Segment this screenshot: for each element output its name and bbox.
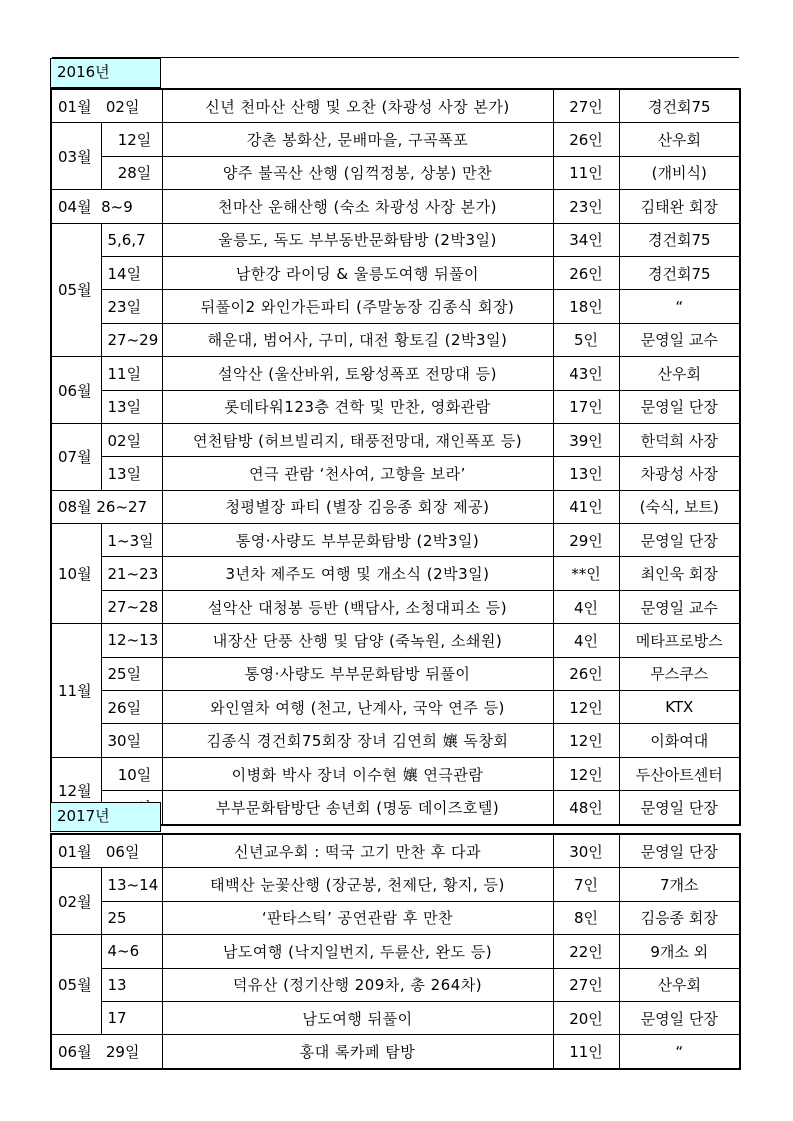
activity-cell: 양주 불곡산 산행 (임꺽정봉, 상봉) 만찬 (162, 156, 553, 189)
activity-cell: 덕유산 (정기산행 209차, 총 264차) (162, 968, 553, 1001)
count-cell: 23인 (553, 190, 619, 223)
host-cell: 7개소 (619, 868, 740, 901)
activity-cell: 통영·사량도 부부문화탐방 뒤풀이 (162, 657, 553, 690)
month-day-cell: 04월 8~9 (51, 190, 162, 223)
month-day-cell: 01월 06일 (51, 834, 162, 868)
schedule-table-2016 (50, 88, 741, 826)
activity-cell: 천마산 운해산행 (숙소 차광성 사장 본가) (162, 190, 553, 223)
count-cell: 8인 (553, 901, 619, 934)
activity-cell: 남한강 라이딩 & 울릉도여행 뒤풀이 (162, 256, 553, 289)
table-row (51, 156, 740, 189)
day-cell: 27~28 (101, 590, 162, 623)
table-row (51, 323, 740, 356)
table-row (51, 724, 740, 757)
activity-cell: 남도여행 (낙지일번지, 두륜산, 완도 등) (162, 935, 553, 968)
table-row (51, 290, 740, 323)
day-cell: 5,6,7 (101, 223, 162, 256)
table-row (51, 390, 740, 423)
table-row (51, 590, 740, 623)
host-cell: 한덕희 사장 (619, 423, 740, 456)
activity-cell: 울릉도, 독도 부부동반문화탐방 (2박3일) (162, 223, 553, 256)
activity-cell: 태백산 눈꽃산행 (장군봉, 천제단, 황지, 등) (162, 868, 553, 901)
count-cell: 11인 (553, 1035, 619, 1069)
activity-cell: 와인열차 여행 (천고, 난계사, 국악 연주 등) (162, 691, 553, 724)
count-cell: 39인 (553, 423, 619, 456)
host-cell: 경건회75 (619, 223, 740, 256)
host-cell: 9개소 외 (619, 935, 740, 968)
activity-cell: 부부문화탐방단 송년회 (명동 데이즈호텔) (162, 791, 553, 825)
table-row (51, 457, 740, 490)
day-cell: 10일 (101, 757, 162, 790)
host-cell: 산우회 (619, 968, 740, 1001)
activity-cell: 설악산 (울산바위, 토왕성폭포 전망대 등) (162, 357, 553, 390)
day-cell: 27~29 (101, 323, 162, 356)
day-cell: 13일 (101, 390, 162, 423)
activity-cell: 강촌 봉화산, 문배마을, 구곡폭포 (162, 123, 553, 156)
host-cell: “ (619, 290, 740, 323)
host-cell: “ (619, 1035, 740, 1069)
table-row (51, 868, 740, 901)
day-cell: 23일 (101, 290, 162, 323)
host-cell: 문영일 단장 (619, 1001, 740, 1034)
host-cell: 문영일 단장 (619, 524, 740, 557)
count-cell: 18인 (553, 290, 619, 323)
host-cell: 무스쿠스 (619, 657, 740, 690)
table-row (51, 256, 740, 289)
count-cell: 20인 (553, 1001, 619, 1034)
month-cell: 03월 (51, 123, 101, 190)
count-cell: 26인 (553, 657, 619, 690)
year-label-2017: 2017년 (50, 802, 161, 832)
day-cell: 25일 (101, 657, 162, 690)
activity-cell: 통영·사량도 부부문화탐방 (2박3일) (162, 524, 553, 557)
count-cell: 4인 (553, 624, 619, 657)
host-cell: 최인욱 회장 (619, 557, 740, 590)
table-row (51, 1001, 740, 1034)
month-cell: 02월 (51, 868, 101, 935)
count-cell: 12인 (553, 691, 619, 724)
count-cell: 12인 (553, 724, 619, 757)
day-cell: 14일 (101, 256, 162, 289)
count-cell: 26인 (553, 123, 619, 156)
table-row (51, 190, 740, 223)
day-cell: 25 (101, 901, 162, 934)
activity-cell: 이병화 박사 장녀 이수현 孃 연극관람 (162, 757, 553, 790)
count-cell: 22인 (553, 935, 619, 968)
host-cell: 문영일 단장 (619, 791, 740, 825)
count-cell: 12인 (553, 757, 619, 790)
host-cell: (개비식) (619, 156, 740, 189)
count-cell: 34인 (553, 223, 619, 256)
day-cell: 17 (101, 1001, 162, 1034)
table-row (51, 123, 740, 156)
month-day-cell: 01월 02일 (51, 89, 162, 123)
host-cell: 이화여대 (619, 724, 740, 757)
count-cell: 27인 (553, 89, 619, 123)
host-cell: 메타프로방스 (619, 624, 740, 657)
activity-cell: 김종식 경건회75회장 장녀 김연희 孃 독창회 (162, 724, 553, 757)
count-cell: 48인 (553, 791, 619, 825)
host-cell: 문영일 단장 (619, 834, 740, 868)
day-cell: 13 (101, 968, 162, 1001)
day-cell: 26일 (101, 691, 162, 724)
count-cell: 5인 (553, 323, 619, 356)
day-cell: 11일 (101, 357, 162, 390)
activity-cell: 뒤풀이2 와인가든파티 (주말농장 김종식 회장) (162, 290, 553, 323)
host-cell: 경건회75 (619, 256, 740, 289)
table-row (51, 657, 740, 690)
month-cell: 05월 (51, 935, 101, 1035)
count-cell: 4인 (553, 590, 619, 623)
month-cell: 12월 (51, 757, 101, 824)
count-cell: 27인 (553, 968, 619, 1001)
count-cell: 30인 (553, 834, 619, 868)
activity-cell: 연극 관람 ‘천사여, 고향을 보라’ (162, 457, 553, 490)
month-day-cell: 06월 29일 (51, 1035, 162, 1069)
count-cell: 29인 (553, 524, 619, 557)
host-cell: 산우회 (619, 357, 740, 390)
host-cell: 산우회 (619, 123, 740, 156)
table-row (51, 357, 740, 390)
table-row (51, 423, 740, 456)
day-cell: 02일 (101, 423, 162, 456)
table-row (51, 691, 740, 724)
host-cell: 김태완 회장 (619, 190, 740, 223)
count-cell: 7인 (553, 868, 619, 901)
day-cell: 4~6 (101, 935, 162, 968)
count-cell: 41인 (553, 490, 619, 523)
schedule-table-2017 (50, 833, 741, 1070)
month-cell: 05월 (51, 223, 101, 357)
day-cell: 28일 (101, 156, 162, 189)
host-cell: 경건회75 (619, 89, 740, 123)
day-cell: 12~13 (101, 624, 162, 657)
table-row (51, 624, 740, 657)
host-cell: 문영일 교수 (619, 323, 740, 356)
activity-cell: 설악산 대청봉 등반 (백담사, 소청대피소 등) (162, 590, 553, 623)
month-day-cell: 08월 26~27 (51, 490, 162, 523)
activity-cell: 청평별장 파티 (별장 김응종 회장 제공) (162, 490, 553, 523)
activity-cell: 내장산 단풍 산행 및 담양 (죽녹원, 소쇄원) (162, 624, 553, 657)
host-cell: 김응종 회장 (619, 901, 740, 934)
table-row (51, 757, 740, 790)
activity-cell: 연천탐방 (허브빌리지, 태풍전망대, 재인폭포 등) (162, 423, 553, 456)
host-cell: KTX (619, 691, 740, 724)
activity-cell: 홍대 록카페 탐방 (162, 1035, 553, 1069)
count-cell: 26인 (553, 256, 619, 289)
host-cell: 차광성 사장 (619, 457, 740, 490)
month-cell: 10월 (51, 524, 101, 624)
day-cell: 30일 (101, 724, 162, 757)
year-label-2016: 2016년 (50, 58, 161, 88)
month-cell: 06월 (51, 357, 101, 424)
table-row (51, 901, 740, 934)
activity-cell: 3년차 제주도 여행 및 개소식 (2박3일) (162, 557, 553, 590)
host-cell: 문영일 단장 (619, 390, 740, 423)
activity-cell: 남도여행 뒤풀이 (162, 1001, 553, 1034)
table-row (51, 935, 740, 968)
activity-cell: 롯데타워123층 견학 및 만찬, 영화관람 (162, 390, 553, 423)
month-cell: 11월 (51, 624, 101, 758)
activity-cell: 신년교우회 : 떡국 고기 만찬 후 다과 (162, 834, 553, 868)
table-row (51, 557, 740, 590)
host-cell: (숙식, 보트) (619, 490, 740, 523)
table-row (51, 89, 740, 123)
table-row (51, 834, 740, 868)
count-cell: **인 (553, 557, 619, 590)
host-cell: 문영일 교수 (619, 590, 740, 623)
day-cell: 21~23 (101, 557, 162, 590)
day-cell: 12일 (101, 123, 162, 156)
count-cell: 13인 (553, 457, 619, 490)
day-cell: 1~3일 (101, 524, 162, 557)
table-row (51, 490, 740, 523)
activity-cell: ‘판타스틱’ 공연관람 후 만찬 (162, 901, 553, 934)
month-cell: 07월 (51, 423, 101, 490)
host-cell: 두산아트센터 (619, 757, 740, 790)
table-row (51, 524, 740, 557)
activity-cell: 해운대, 범어사, 구미, 대전 황토길 (2박3일) (162, 323, 553, 356)
count-cell: 43인 (553, 357, 619, 390)
day-cell: 13일 (101, 457, 162, 490)
table-row (51, 1035, 740, 1069)
activity-cell: 신년 천마산 산행 및 오찬 (차광성 사장 본가) (162, 89, 553, 123)
day-cell: 13~14 (101, 868, 162, 901)
count-cell: 17인 (553, 390, 619, 423)
table-row (51, 968, 740, 1001)
table-row (51, 223, 740, 256)
count-cell: 11인 (553, 156, 619, 189)
